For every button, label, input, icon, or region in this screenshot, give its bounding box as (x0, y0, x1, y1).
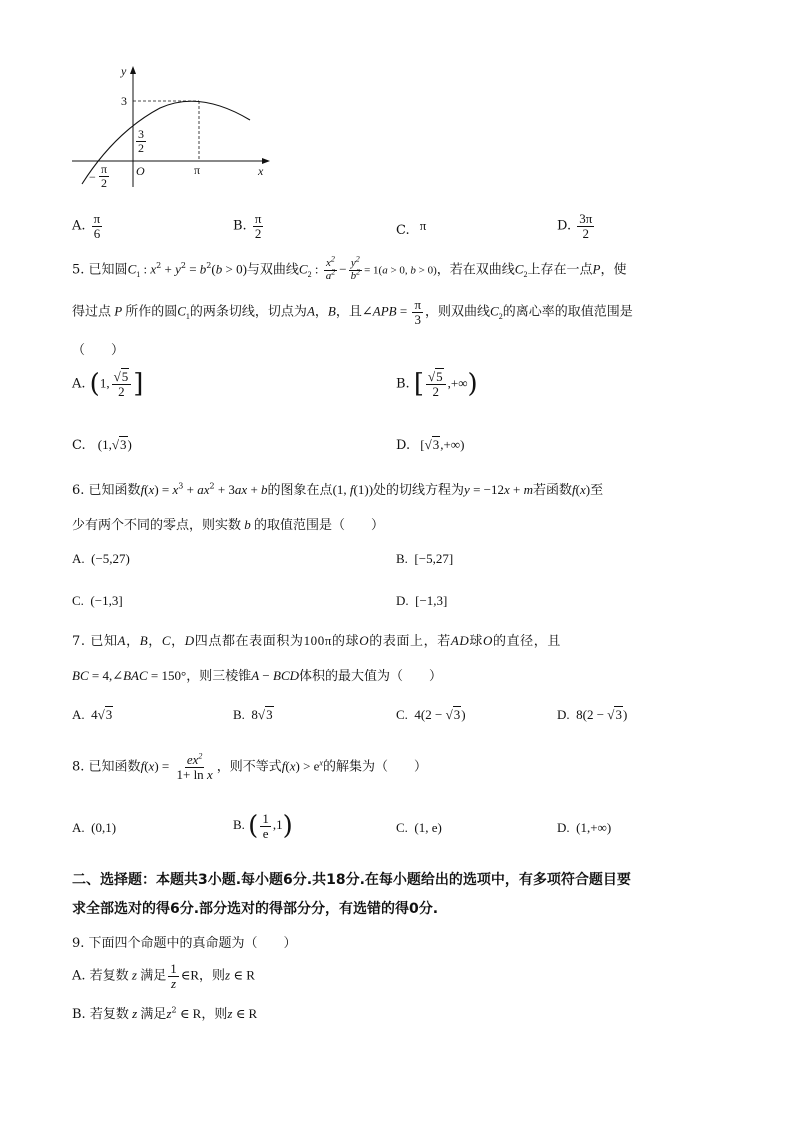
q5-option-b[interactable]: B. [ $\frac{√5}{2}$ ,+∞) (396, 369, 478, 400)
x-tick-neg-half-pi: $\frac{\pi}{2}$ (101, 162, 108, 190)
q4-option-d[interactable]: D. $\frac{3\pi}{2}$ (557, 211, 593, 241)
section2-heading-line2: 求全部选对的得6分.部分选对的得部分分，有选错的得0分. (72, 901, 439, 917)
q5-option-d[interactable]: D. [√3,+∞) (396, 437, 465, 453)
q6-stem-line1: 6. 已知函数$f(x) = x^3 + ax^2 + 3ax + b$的图象在点(1, f(1))处的切线方程为y = −12x + m若函数f(x)至 (72, 481, 604, 498)
q6-option-a[interactable]: A. (−5,27) (72, 551, 130, 566)
x-tick-neg-sign: − (89, 170, 96, 184)
q6-stem-line2: 少有两个不同的零点，则实数 b 的取值范围是（ ） (72, 517, 385, 533)
q7-option-c[interactable]: C. 4(2 − √3) (396, 707, 466, 722)
q6-option-d[interactable]: D. [−1,3] (396, 593, 448, 608)
q6-option-c[interactable]: C. (−1,3] (72, 593, 123, 608)
x-axis-label: x (258, 164, 264, 178)
q7-option-b[interactable]: B. 8√3 (233, 707, 273, 722)
y-tick-3: 3 (121, 94, 127, 108)
x-tick-pi: π (194, 163, 201, 177)
q5-option-a[interactable]: A. (1, $\frac{√5}{2}$ ] (72, 369, 144, 400)
q7-stem-line2: BC = 4,∠BAC = 150°，则三棱锥A − BCD体积的最大值为（ ） (72, 668, 443, 684)
y-axis-label: y (121, 64, 127, 78)
q4-option-c[interactable]: C. π (396, 218, 427, 238)
q9-option-a[interactable]: A. 若复数 z 满足 $\frac{1}{z}$ ∈R，则z ∈ R (72, 961, 255, 991)
origin-label: O (136, 164, 145, 178)
q7-option-d[interactable]: D. 8(2 − √3) (557, 707, 628, 722)
q8-option-a[interactable]: A. (0,1) (72, 820, 117, 835)
section2-heading-line1: 二、选择题：本题共3小题.每小题6分.共18分.在每小题给出的选项中，有多项符合题目要 (72, 872, 631, 888)
q7-option-a[interactable]: A. 4√3 (72, 707, 113, 722)
q5-option-c[interactable]: C. (1,√3) (72, 437, 132, 453)
q9-stem: 9. 下面四个命题中的真命题为（ ） (72, 936, 297, 951)
q5-stem-line2: 得过点 P 所作的圆$C_1$的两条切线，切点为A，B，且∠APB = $\frac{\pi}{3}$ ，则双曲线$C_2$的离心率的取值范围是 (72, 297, 633, 327)
q5-stem-line1: 5. 已知圆$C_1$ : $x^2 + y^2 = b^2(b > 0)$与双曲线$C_2$ : $\frac{x^2}{a^2}$ − $\frac{y^2}{b^2}$ = 1(a > 0, b > 0)，若在双曲线$C_2$上存在一点P，使 (72, 254, 627, 282)
q8-option-b[interactable]: B. ( $\frac{1}{e}$ ,1) (233, 811, 293, 842)
q5-answer-paren: （ ） (72, 343, 125, 358)
y-tick-three-halves: $\frac{3}{2}$ (138, 127, 144, 155)
q8-option-c[interactable]: C. (1, e) (396, 820, 442, 835)
q7-stem-line1: 7. 已知A，B，C，D四点都在表面积为100π的球O的表面上，若AD球O的直径，且 (72, 633, 561, 649)
q8-option-d[interactable]: D. (1,+∞) (557, 820, 612, 835)
q6-option-b[interactable]: B. [−5,27] (396, 551, 454, 566)
q4-option-a[interactable]: A. $\frac{\pi}{6}$ (72, 211, 101, 241)
q8-stem: 8. 已知函数f(x) = $\frac{ex^2}{\text{1+ ln x}}$ ，则不等式$f(x) > e^x$的解集为（ ） (72, 751, 427, 782)
q4-option-b[interactable]: B. $\frac{\pi}{2}$ (233, 211, 262, 241)
q9-option-b[interactable]: B. 若复数 z 满足$z^2$ ∈ R，则z ∈ R (72, 1005, 258, 1022)
